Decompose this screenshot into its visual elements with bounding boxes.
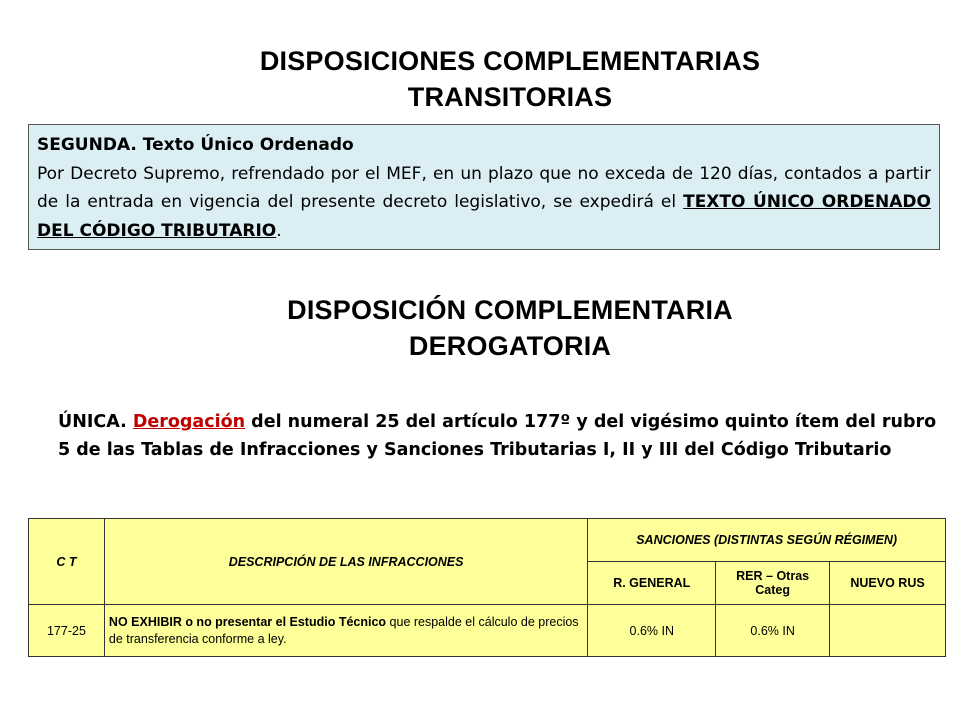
- segunda-box: [28, 124, 940, 250]
- header-sanciones: SANCIONES (DISTINTAS SEGÚN RÉGIMEN): [588, 519, 946, 562]
- header-ct: C T: [29, 519, 105, 605]
- unica-highlight: Derogación: [132, 412, 246, 432]
- title-line: DISPOSICIONES COMPLEMENTARIAS: [259, 46, 761, 76]
- segunda-end: .: [276, 220, 282, 241]
- desc-rest: que respalde el cálculo de precios de transferencia conforme a ley.: [108, 614, 579, 646]
- title-line: DISPOSICIÓN COMPLEMENTARIA: [287, 295, 733, 325]
- cell-ct: 177-25: [29, 605, 105, 657]
- title-line: DEROGATORIA: [408, 331, 612, 361]
- segunda-heading: SEGUNDA. Texto Único Ordenado: [37, 135, 354, 155]
- header-nuevo-rus: NUEVO RUS: [830, 562, 946, 605]
- unica-rest: del numeral 25 del artículo 177º y del vigésimo quinto ítem del rubro 5 de las Tablas de Infracciones y Sanciones Tributarias I, II y III del Código Tributario: [58, 412, 937, 460]
- title-line: TRANSITORIAS: [407, 82, 613, 112]
- segunda-body: [37, 160, 931, 246]
- section-title-derogatoria: [0, 292, 960, 364]
- cell-rer: 0.6% IN: [716, 605, 830, 657]
- unica-paragraph: [58, 408, 938, 464]
- cell-general: 0.6% IN: [588, 605, 716, 657]
- cell-rus: [830, 605, 946, 657]
- infracciones-table: [28, 518, 946, 657]
- section-title-transitorias: [0, 43, 960, 115]
- table-row: [29, 605, 946, 657]
- desc-bold: NO EXHIBIR o no presentar el Estudio Técnico: [108, 614, 387, 629]
- unica-prefix: ÚNICA.: [58, 412, 133, 432]
- segunda-underlined: TEXTO ÚNICO ORDENADO DEL CÓDIGO TRIBUTARIO: [37, 192, 931, 241]
- header-r-general: R. GENERAL: [588, 562, 716, 605]
- segunda-text: Por Decreto Supremo, refrendado por el MEF, en un plazo que no exceda de 120 días, contados a partir de la entrada en vigencia del presente decreto legislativo, se expedirá el: [37, 163, 931, 212]
- header-rer: RER – Otras Categ: [716, 562, 830, 605]
- header-descripcion: DESCRIPCIÓN DE LAS INFRACCIONES: [104, 519, 587, 605]
- cell-descripcion: [104, 605, 587, 657]
